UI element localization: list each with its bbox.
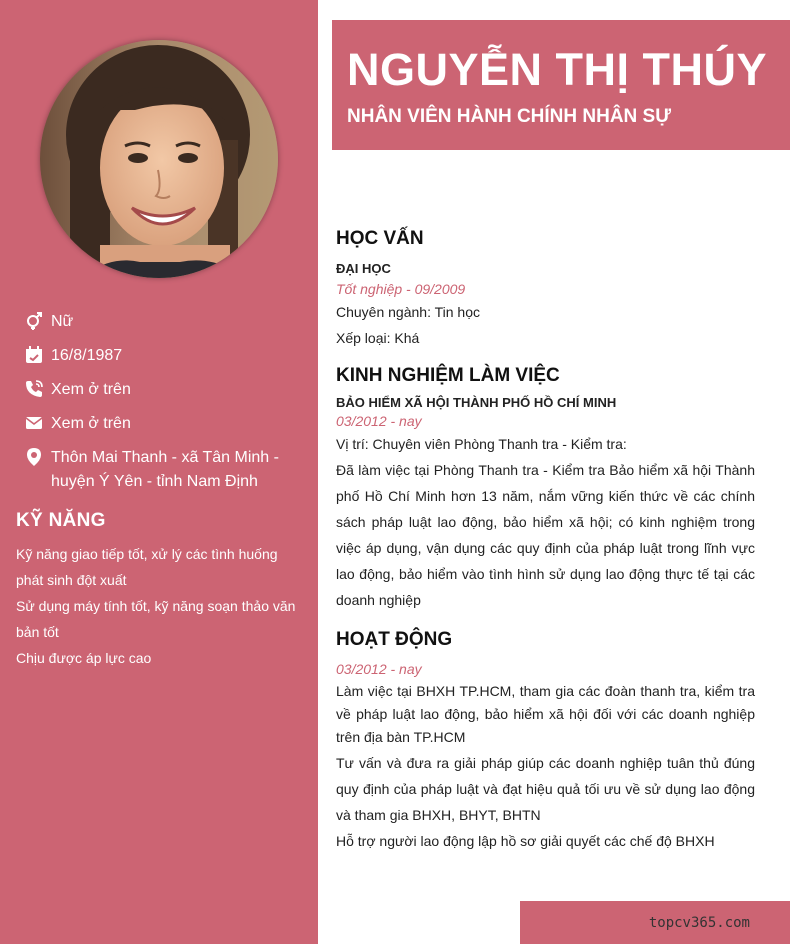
activities-section <box>336 629 755 854</box>
contact-list <box>24 310 304 504</box>
contact-phone <box>24 378 304 402</box>
skill-item: Chịu được áp lực cao <box>16 650 152 666</box>
location-pin-icon <box>24 446 44 468</box>
experience-description: Đã làm việc tại Phòng Thanh tra - Kiểm tra Bảo hiểm xã hội Thành phố Hồ Chí Minh hơn 13 năm, nắm vững kiến thức về các chính sách pháp luật lao động, bảo hiểm xã hội; có kinh nghiệm trong việc áp dụng, vận dụng các quy định của pháp luật trong lĩnh vực lao động, bảo hiểm vào tình hình sử dụng lao động thực tế tại các doanh nghiệp <box>336 462 755 608</box>
contact-email <box>24 412 304 436</box>
main-content <box>336 228 755 854</box>
avatar-photo <box>40 40 278 278</box>
education-school: ĐẠI HỌC <box>336 261 391 276</box>
birthday-text: 16/8/1987 <box>51 347 123 364</box>
contact-birthday <box>24 344 304 368</box>
avatar <box>40 40 278 278</box>
experience-title: KINH NGHIỆM LÀM VIỆC <box>336 365 560 386</box>
education-grade: Xếp loại: Khá <box>336 330 420 346</box>
gender-text: Nữ <box>51 313 74 330</box>
skill-item: Sử dụng máy tính tốt, kỹ năng soạn thảo văn bản tốt <box>16 598 296 640</box>
watermark-text: topcv365.com <box>648 915 750 931</box>
education-title: HỌC VẤN <box>336 228 424 249</box>
activities-date: 03/2012 - nay <box>336 661 422 677</box>
skills-list <box>16 541 301 671</box>
phone-icon <box>24 378 44 400</box>
activities-title: HOẠT ĐỘNG <box>336 629 453 650</box>
experience-position: Vị trí: Chuyên viên Phòng Thanh tra - Kiểm tra: <box>336 436 627 452</box>
activity-item: Làm việc tại BHXH TP.HCM, tham gia các đoàn thanh tra, kiểm tra về pháp luật lao động, bảo hiểm xã hội đối với các doanh nghiệp trên địa bàn TP.HCM <box>336 683 755 745</box>
footer-bar <box>520 901 790 944</box>
candidate-title: NHÂN VIÊN HÀNH CHÍNH NHÂN SỰ <box>347 106 671 127</box>
experience-org: BẢO HIỂM XÃ HỘI THÀNH PHỐ HỒ CHÍ MINH <box>336 395 617 410</box>
experience-section <box>336 365 755 613</box>
gender-icon <box>24 310 44 332</box>
skills-title: KỸ NĂNG <box>16 510 106 531</box>
address-text: Thôn Mai Thanh - xã Tân Minh - huyện Ý Yên - tỉnh Nam Định <box>51 449 279 490</box>
contact-address <box>24 446 304 494</box>
activity-item: Tư vấn và đưa ra giải pháp giúp các doanh nghiệp tuân thủ đúng quy định của pháp luật và đạt hiệu quả tối ưu về sử dụng lao động và tham gia BHXH, BHYT, BHTN <box>336 755 755 823</box>
sidebar <box>0 0 318 944</box>
envelope-icon <box>24 412 44 434</box>
skill-item: Kỹ năng giao tiếp tốt, xử lý các tình huống phát sinh đột xuất <box>16 546 278 588</box>
education-section <box>336 228 755 351</box>
contact-gender <box>24 310 304 334</box>
phone-text: Xem ở trên <box>51 381 131 398</box>
calendar-icon <box>24 344 44 366</box>
activity-item: Hỗ trợ người lao động lập hồ sơ giải quyết các chế độ BHXH <box>336 833 715 849</box>
experience-date: 03/2012 - nay <box>336 413 422 429</box>
candidate-name: NGUYỄN THỊ THÚY <box>347 44 768 95</box>
education-date: Tốt nghiệp - 09/2009 <box>336 281 466 297</box>
education-major: Chuyên ngành: Tin học <box>336 304 480 320</box>
header-banner <box>332 20 790 150</box>
email-text: Xem ở trên <box>51 415 131 432</box>
